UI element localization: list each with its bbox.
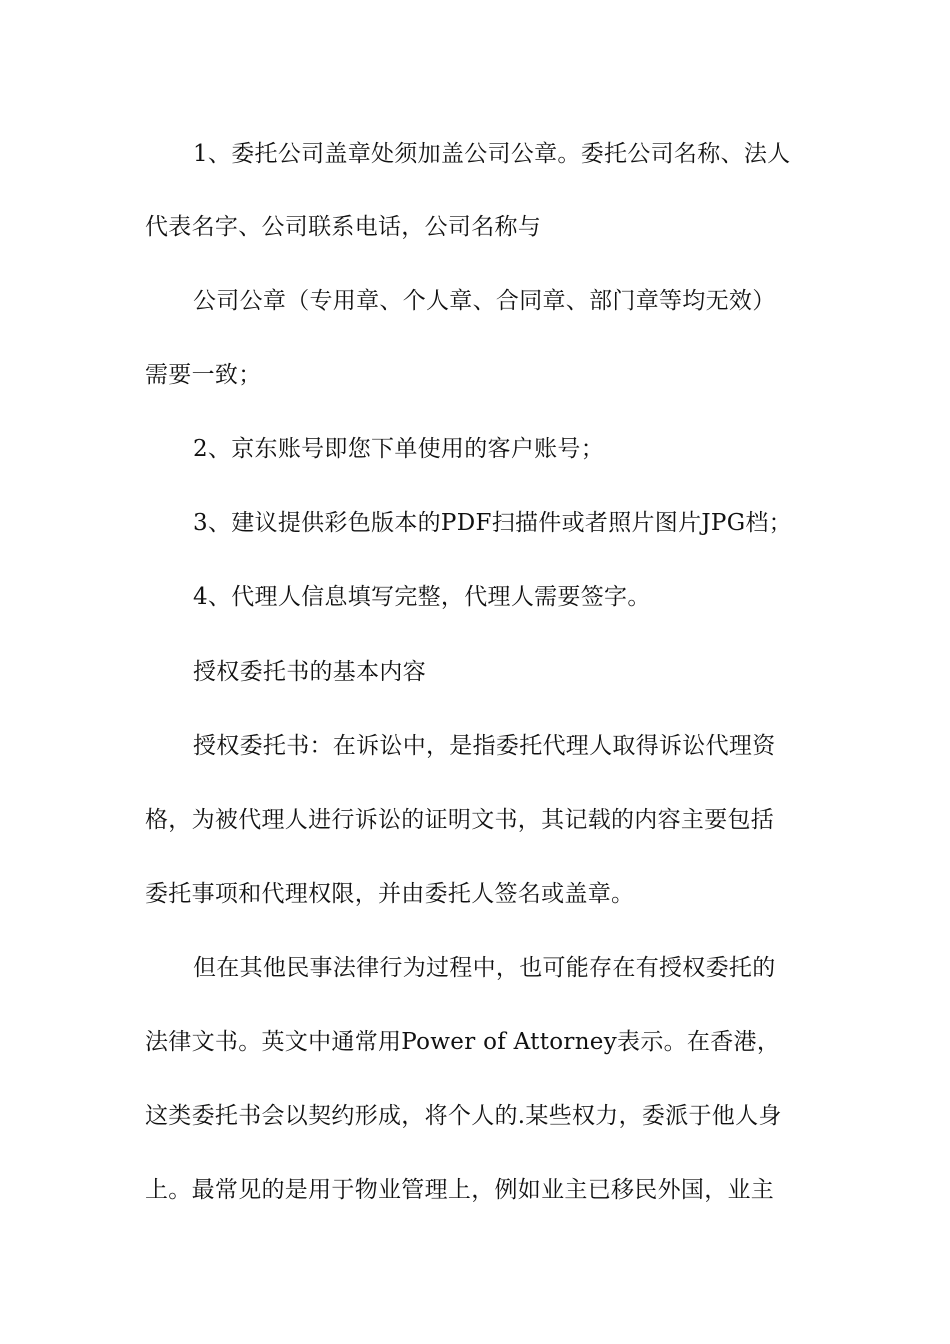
paragraph-line: 法律文书。英文中通常用Power of Attorney表示。在香港，	[145, 1029, 781, 1055]
paragraph-line: 公司公章（专用章、个人章、合同章、部门章等均无效）	[193, 288, 776, 314]
paragraph-line: 委托事项和代理权限，并由委托人签名或盖章。	[145, 881, 635, 907]
paragraph-line: 上。最常见的是用于物业管理上，例如业主已移民外国，业主	[145, 1177, 775, 1203]
paragraph-line: 4、代理人信息填写完整，代理人需要签字。	[193, 584, 651, 610]
paragraph-line: 代表名字、公司联系电话，公司名称与	[145, 214, 542, 240]
paragraph-line: 格，为被代理人进行诉讼的证明文书，其记载的内容主要包括	[145, 807, 775, 833]
paragraph-line: 2、京东账号即您下单使用的客户账号；	[193, 436, 605, 462]
paragraph-line: 3、建议提供彩色版本的PDF扫描件或者照片图片JPG档；	[193, 510, 792, 536]
paragraph-line: 但在其他民事法律行为过程中，也可能存在有授权委托的	[193, 955, 776, 981]
paragraph-line: 授权委托书：在诉讼中，是指委托代理人取得诉讼代理资	[193, 733, 776, 759]
paragraph-line: 需要一致；	[145, 362, 262, 388]
paragraph-line: 1、委托公司盖章处须加盖公司公章。委托公司名称、法人	[193, 141, 791, 167]
paragraph-line: 这类委托书会以契约形成，将个人的.某些权力，委派于他人身	[145, 1103, 782, 1129]
section-heading: 授权委托书的基本内容	[193, 659, 426, 685]
